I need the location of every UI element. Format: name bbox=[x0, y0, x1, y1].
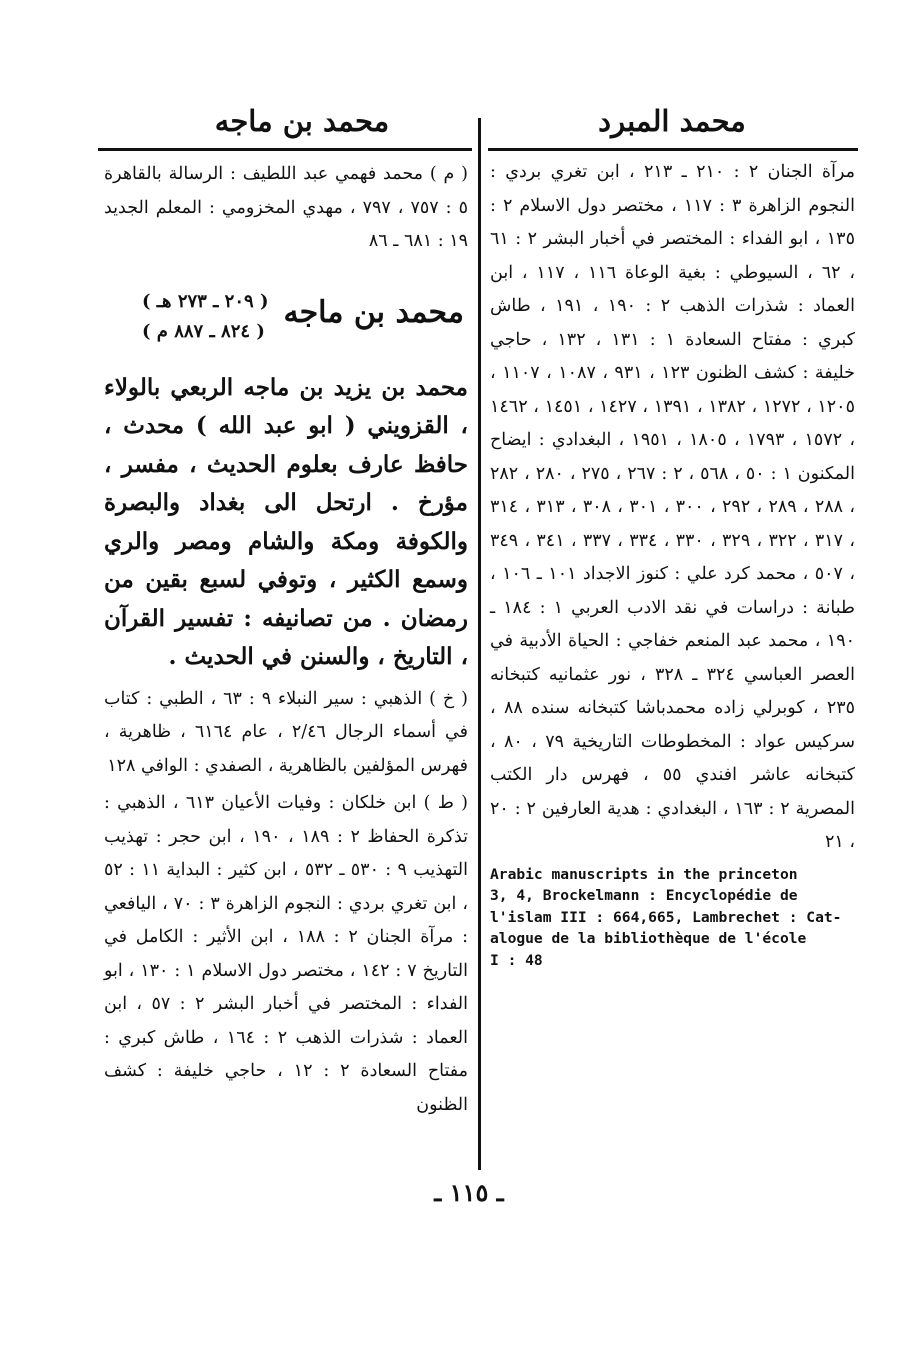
column-divider bbox=[478, 118, 481, 1170]
previous-entry-references: ( م ) محمد فهمي عبد اللطيف : الرسالة بالقاهرة ٥ : ٧٥٧ ، ٧٩٧ ، مهدي المخزومي : المعلم الجديد ١٩ : ٦٨١ ـ ٨٦ bbox=[104, 164, 468, 251]
entry-dates bbox=[142, 287, 268, 347]
dates-gregorian: ( ٨٢٤ ـ ٨٨٧ م ) bbox=[142, 320, 265, 342]
entry-heading bbox=[104, 287, 468, 369]
entry-title: محمد بن ماجه bbox=[283, 294, 464, 330]
latin-line: 3, 4, Brockelmann : Encyclopédie de bbox=[490, 887, 798, 904]
latin-line: I : 48 bbox=[490, 951, 543, 969]
latin-line: alogue de la bibliothèque de l'école bbox=[490, 930, 807, 947]
left-column bbox=[104, 158, 468, 1126]
entry-biography: محمد بن يزيد بن ماجه الربعي بالولاء ، القزويني ( ابو عبد الله ) محدث ، حافظ عارف بعلوم الحديث ، مفسر ، مؤرخ . ارتحل الى بغداد والبصرة والكوفة ومكة والشام ومصر والري وسمع الكثير ، وتوفي لسبع بقين من رمضان . من تصانيفه : تفسير القرآن ، التاريخ ، والسنن في الحديث . bbox=[104, 373, 468, 670]
right-column-heading: محمد المبرد bbox=[598, 104, 746, 138]
page-number: ـ ١١٥ ـ bbox=[434, 1178, 504, 1207]
left-column-heading: محمد بن ماجه bbox=[214, 104, 390, 138]
latin-references bbox=[490, 864, 855, 972]
references-kh: ( خ ) الذهبي : سير النبلاء ٩ : ٦٣ ، الطبي : كتاب في أسماء الرجال ٢/٤٦ ، عام ٦١٦٤ ، ظاهرية ، فهرس المؤلفين بالظاهرية ، الصفدي : الوافي ١٢٨ bbox=[104, 688, 468, 776]
latin-line: l'islam III : 664,665, Lambrechet : Cat- bbox=[490, 908, 842, 926]
latin-line: Arabic manuscripts in the princeton bbox=[490, 865, 798, 883]
left-heading-rule bbox=[98, 148, 472, 151]
references-paragraph: مرآة الجنان ٢ : ٢١٠ ـ ٢١٣ ، ابن تغري بردي : النجوم الزاهرة ٣ : ١١٧ ، مختصر دول الاسلام ٢ : ١٣٥ ، ابو الفداء : المختصر في أخبار البشر ٢ : ٦١ ، ٦٢ ، السيوطي : بغية الوعاة ١١٦ ، ١١٧ ، ابن العماد : شذرات الذهب ٢ : ١٩٠ ، ١٩١ ، طاش كبري : مفتاح السعادة ١ : ١٣١ ، ١٣٢ ، حاجي خليفة : كشف الظنون ١٢٣ ، ٩٣١ ، ١٠٨٧ ، ١١٠٧ ، ١٢٠٥ ، ١٢٧٢ ، ١٣٨٢ ، ١٣٩١ ، ١٤٢٧ ، ١٤٥١ ، ١٤٦٢ ، ١٥٧٢ ، ١٧٩٣ ، ١٨٠٥ ، ١٩٥١ ، البغدادي : ايضاح المكنون ١ : ٥٠ ، ٥٦٨ ، ٢ : ٢٦٧ ، ٢٧٥ ، ٢٨٠ ، ٢٨٢ ، ٢٨٨ ، ٢٨٩ ، ٢٩٢ ، ٣٠٠ ، ٣٠١ ، ٣٠٨ ، ٣١٣ ، ٣١٤ ، ٣١٧ ، ٣٢٢ ، ٣٢٩ ، ٣٣٠ ، ٣٣٤ ، ٣٣٧ ، ٣٤١ ، ٣٤٩ ، ٥٠٧ ، محمد كرد علي : كنوز الاجداد ١٠١ ـ ١٠٦ ، طبانة : دراسات في نقد الادب العربي ١ : ١٨٤ ـ ١٩٠ ، محمد عبد المنعم خفاجي : الحياة الأدبية في العصر العباسي ٣٢٤ ـ ٣٢٨ ، نور عثمانيه كتبخانه ٢٣٥ ، كوبرلي زاده محمدباشا كتبخانه سنده ٨٨ ، سركيس عواد : المخطوطات التاريخية ٧٩ ، ٨٠ ، كتبخانه عاشر افندي ٥٥ ، فهرس دار الكتب المصرية ٢ : ١٦٣ ، البغدادي : هدية العارفين ٢ : ٢٠ ، ٢١ bbox=[490, 162, 856, 852]
references-t: ( ط ) ابن خلكان : وفيات الأعيان ٦١٣ ، الذهبي : تذكرة الحفاظ ٢ : ١٨٩ ، ١٩٠ ، ابن حجر : تهذيب التهذيب ٩ : ٥٣٠ ـ ٥٣٢ ، ابن كثير : البداية ١١ : ٥٢ ، ابن تغري بردي : النجوم الزاهرة ٣ : ٧٠ ، اليافعي : مرآة الجنان ٢ : ١٨٨ ، ابن الأثير : الكامل في التاريخ ٧ : ١٤٢ ، مختصر دول الاسلام ١ : ١٣٠ ، ابو الفداء : المختصر في أخبار البشر ٢ : ٥٧ ، ابن العماد : شذرات الذهب ٢ : ١٦٤ ، طاش كبري : مفتاح السعادة ٢ : ١٢ ، حاجي خليفة : كشف الظنون bbox=[104, 793, 469, 1115]
right-heading-rule bbox=[488, 148, 858, 151]
dates-hijri: ( ٢٠٩ ـ ٢٧٣ هـ ) bbox=[142, 290, 269, 312]
right-column bbox=[490, 156, 855, 971]
